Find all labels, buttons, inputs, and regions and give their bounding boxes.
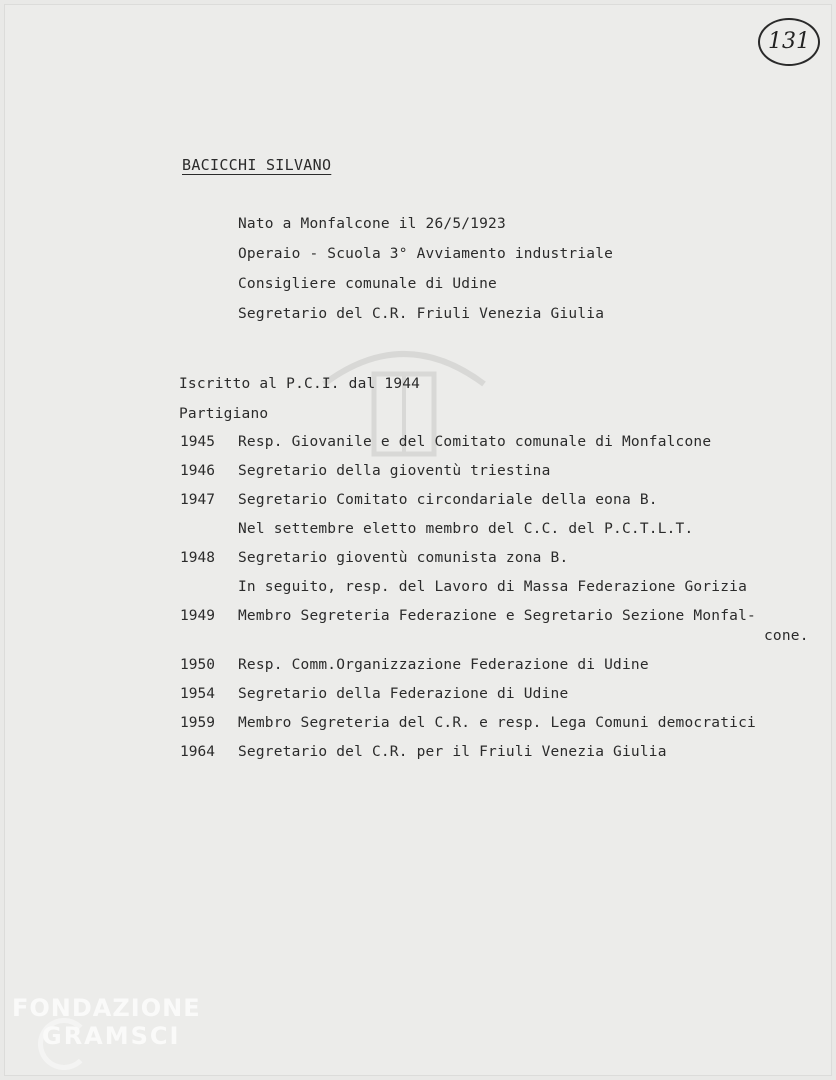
- partisan-line: Partigiano: [179, 406, 269, 422]
- council-line: Consigliere comunale di Udine: [238, 276, 497, 292]
- timeline-entry: Segretario del C.R. per il Friuli Venezia Giulia: [238, 744, 667, 760]
- occupation-line: Operaio - Scuola 3° Avviamento industriale: [238, 246, 614, 262]
- document-page: [4, 4, 832, 1076]
- timeline-entry: Resp. Comm.Organizzazione Federazione di Udine: [238, 657, 649, 673]
- page-number-stamp: 131: [758, 18, 820, 66]
- timeline-entry: Segretario gioventù comunista zona B.: [238, 550, 569, 566]
- timeline-year: 1950: [180, 657, 215, 673]
- timeline-entry: Segretario della Federazione di Udine: [238, 686, 569, 702]
- timeline-year: 1949: [180, 608, 215, 624]
- timeline-year: 1946: [180, 463, 215, 479]
- timeline-entry: Segretario della gioventù triestina: [238, 463, 551, 479]
- timeline-year: 1945: [180, 434, 215, 450]
- timeline-year: 1948: [180, 550, 215, 566]
- timeline-entry-continuation: cone.: [764, 628, 809, 644]
- timeline-entry: Membro Segreteria Federazione e Segretario Sezione Monfal-: [238, 608, 756, 624]
- timeline-year: 1959: [180, 715, 215, 731]
- membership-line: Iscritto al P.C.I. dal 1944: [179, 376, 421, 392]
- timeline-year: 1947: [180, 492, 215, 508]
- timeline-year: 1964: [180, 744, 215, 760]
- logo-line-1: FONDAZIONE: [12, 994, 201, 1022]
- timeline-entry: Resp. Giovanile e del Comitato comunale di Monfalcone: [238, 434, 712, 450]
- timeline-entry: Segretario Comitato circondariale della eona B.: [238, 492, 658, 508]
- person-name-heading: BACICCHI SILVANO: [182, 156, 332, 174]
- timeline-year: 1954: [180, 686, 215, 702]
- fondazione-gramsci-logo: [12, 994, 212, 1074]
- secretary-line: Segretario del C.R. Friuli Venezia Giulia: [238, 306, 605, 322]
- logo-line-2: GRAMSCI: [42, 1022, 181, 1050]
- timeline-entry: Nel settembre eletto membro del C.C. del P.C.T.L.T.: [238, 521, 694, 537]
- timeline-entry: In seguito, resp. del Lavoro di Massa Federazione Gorizia: [238, 579, 747, 595]
- timeline-entry: Membro Segreteria del C.R. e resp. Lega Comuni democratici: [238, 715, 756, 731]
- birth-line: Nato a Monfalcone il 26/5/1923: [238, 216, 506, 232]
